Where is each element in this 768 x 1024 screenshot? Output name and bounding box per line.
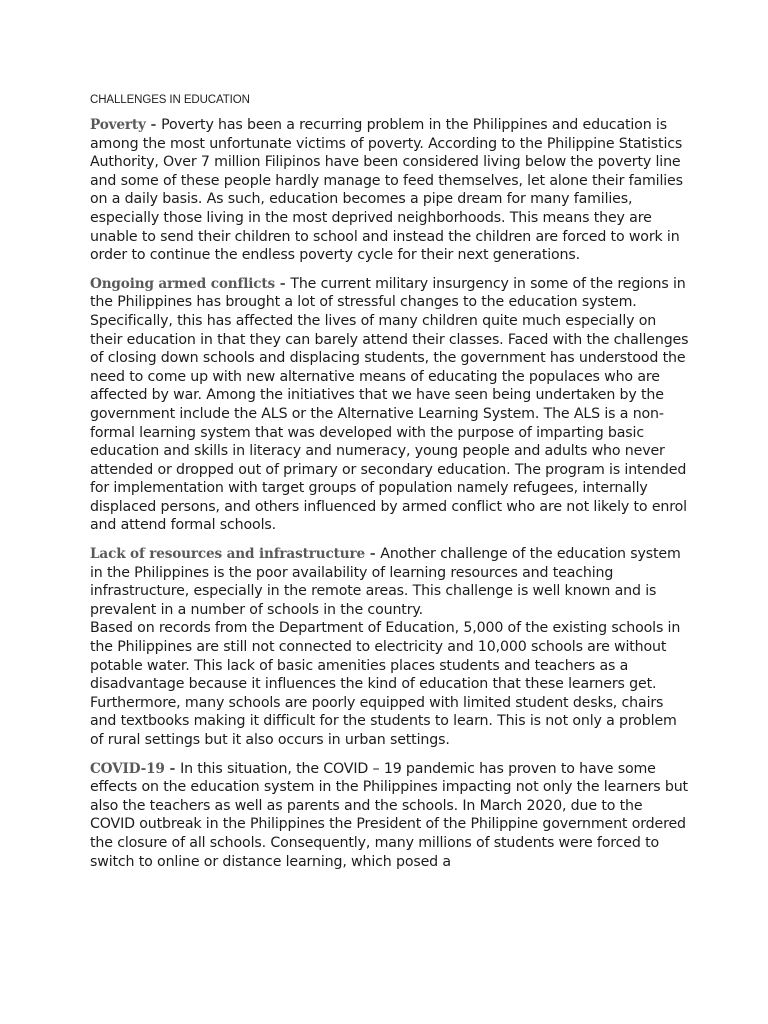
heading-dash: - (164, 760, 181, 777)
section-poverty (90, 116, 690, 265)
document-page (90, 94, 690, 881)
section-body-continued: Based on records from the Department of Education, 5,000 of the existing schools in the Philippines are still not connected to electricity and 10,000 schools are without potable water. This lack of basic amenities places students and teachers as a disadvantage because it influences the kind of education that these learners get. Furthermore, many schools are poorly equipped with limited student desks, chairs and textbooks making it difficult for the students to learn. This is not only a problem of rural settings but it also occurs in urban settings. (90, 620, 681, 748)
document-title: CHALLENGES IN EDUCATION (90, 94, 250, 106)
section-resources-infrastructure (90, 545, 690, 750)
section-heading: COVID-19 (90, 760, 165, 777)
section-heading: Lack of resources and infrastructure (90, 546, 365, 563)
section-heading: Poverty (90, 117, 146, 133)
section-body: In this situation, the COVID – 19 pandemic has proven to have some effects on the education system in the Philippines impacting not only the learners but also the teachers as well as parents and the schools. In March 2020, due to the COVID outbreak in the Philippines the President of the Philippine government ordered the closure of all schools. Consequently, many millions of students were forced to switch to online or distance learning, which posed a (90, 760, 688, 870)
section-body: Poverty has been a recurring problem in the Philippines and education is among the most unfortunate victims of poverty. According to the Philippine Statistics Authority, Over 7 million Filipinos have been considered living below the poverty line and some of these people hardly manage to feed themselves, let alone their families on a daily basis. As such, education becomes a pipe dream for many families, especially those living in the most deprived neighborhoods. This means they are unable to send their children to school and instead the children are forced to work in order to continue the endless poverty cycle for their next generations. (90, 117, 683, 264)
section-covid-19 (90, 760, 690, 872)
heading-dash: - (364, 546, 381, 563)
section-body: Another challenge of the education system in the Philippines is the poor availability of learning resources and teaching infrastructure, especially in the remote areas. This challenge is well known and is prevalent in a number of schools in the country. (90, 546, 681, 618)
section-body: The current military insurgency in some of the regions in the Philippines has brought a lot of stressful changes to the education system. Specifically, this has affected the lives of many children quite much especially on their education in that they can barely attend their classes. Faced with the challenges of closing down schools and displacing students, the government has understood the need to come up with new alternative means of educating the populaces who are affected by war. Among the initiatives that we have seen being undertaken by the government include the ALS or the Alternative Learning System. The ALS is a non-formal learning system that was developed with the purpose of imparting basic education and skills in literacy and numeracy, young people and adults who never attended or dropped out of primary or secondary education. The program is intended for implementation with target groups of population namely refugees, internally displaced persons, and others influenced by armed conflict who are not likely to enrol and attend formal schools. (90, 275, 689, 534)
section-heading: Ongoing armed conflicts (90, 275, 275, 292)
heading-dash: - (145, 117, 162, 133)
heading-dash: - (274, 275, 291, 292)
section-armed-conflicts (90, 275, 690, 535)
